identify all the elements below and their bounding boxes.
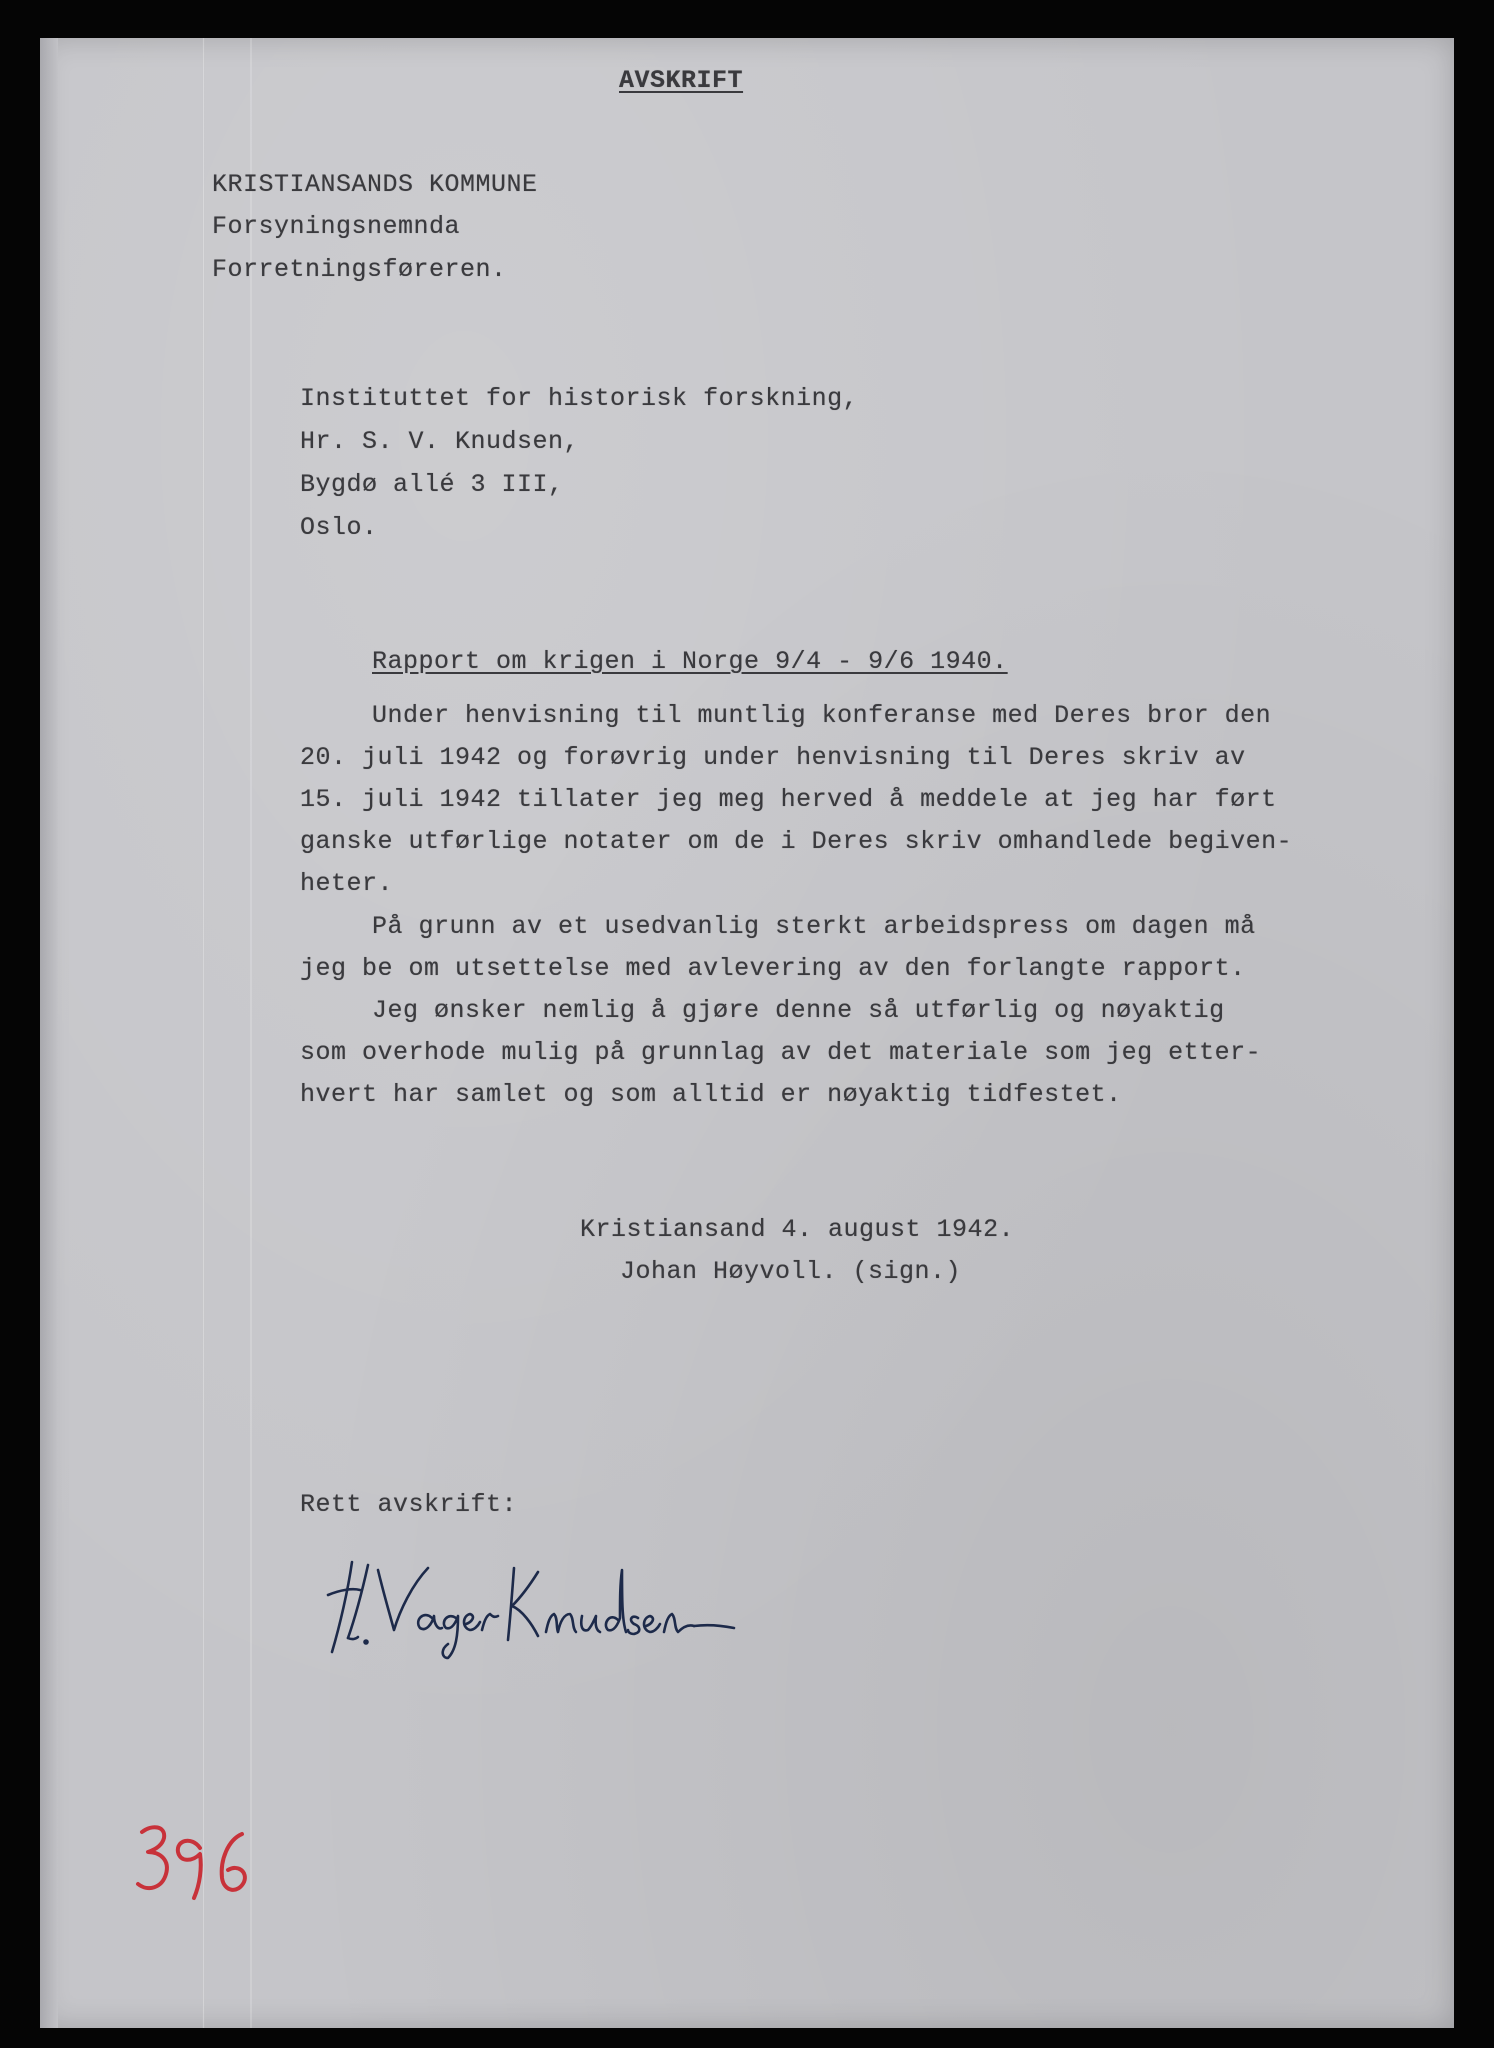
recipient-institution: Instituttet for historisk forskning, bbox=[300, 384, 859, 413]
sender-organization: KRISTIANSANDS KOMMUNE bbox=[212, 170, 538, 199]
body-line: jeg be om utsettelse med avlevering av den forlangte rapport. bbox=[300, 954, 1246, 983]
body-line: heter. bbox=[300, 869, 394, 898]
body-line: På grunn av et usedvanlig sterkt arbeidspress om dagen må bbox=[372, 912, 1256, 941]
body-line: ganske utførlige notater om de i Deres skriv omhandlede begiven- bbox=[300, 827, 1293, 856]
body-line: hvert har samlet og som alltid er nøyaktig tidfestet. bbox=[300, 1080, 1122, 1109]
recipient-city: Oslo. bbox=[300, 513, 378, 542]
document-sheet bbox=[40, 38, 1454, 2028]
document-title: AVSKRIFT bbox=[619, 66, 744, 95]
handwritten-signature bbox=[300, 1540, 740, 1670]
body-line: 15. juli 1942 tillater jeg meg herved å meddele at jeg har ført bbox=[300, 785, 1277, 814]
letter-subject: Rapport om krigen i Norge 9/4 - 9/6 1940. bbox=[372, 647, 1008, 676]
body-line: Under henvisning til muntlig konferanse med Deres bror den bbox=[372, 701, 1272, 730]
recipient-street: Bygdø allé 3 III, bbox=[300, 470, 564, 499]
recipient-name: Hr. S. V. Knudsen, bbox=[300, 427, 580, 456]
paper-fold-line bbox=[250, 38, 252, 2028]
body-line: 20. juli 1942 og forøvrig under henvisning til Deres skriv av bbox=[300, 743, 1246, 772]
signer-name: Johan Høyvoll. (sign.) bbox=[620, 1257, 962, 1286]
paper-fold-line bbox=[202, 38, 205, 2028]
page-number-handwritten bbox=[130, 1818, 260, 1908]
paper-edge-strip bbox=[40, 38, 58, 2028]
sender-office: Forretningsføreren. bbox=[212, 255, 507, 284]
sender-department: Forsyningsnemnda bbox=[212, 212, 461, 241]
copy-certification-label: Rett avskrift: bbox=[300, 1490, 518, 1519]
body-line: som overhode mulig på grunnlag av det materiale som jeg etter- bbox=[300, 1038, 1262, 1067]
place-and-date: Kristiansand 4. august 1942. bbox=[580, 1215, 1015, 1244]
body-line: Jeg ønsker nemlig å gjøre denne så utførlig og nøyaktig bbox=[372, 996, 1225, 1025]
